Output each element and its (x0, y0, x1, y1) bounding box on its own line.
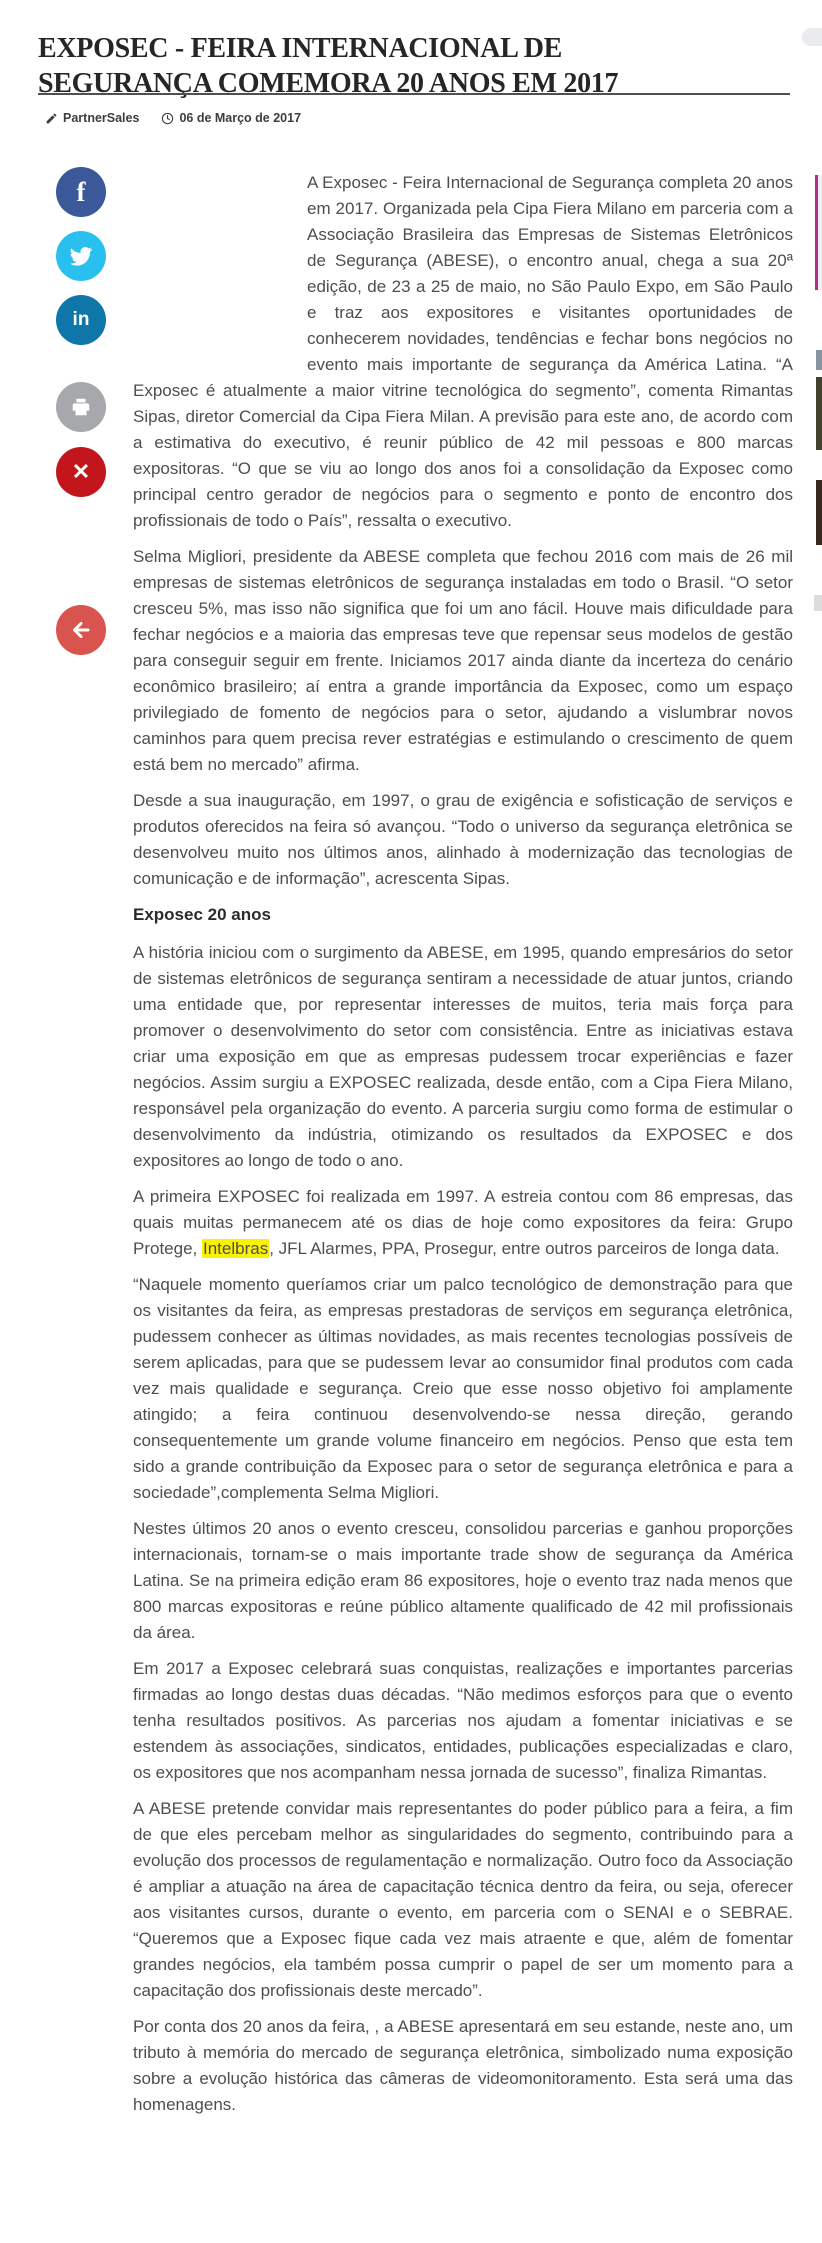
article-paragraph-1: A Exposec - Feira Internacional de Segurança completa 20 anos em 2017. Organizada pela Cipa Fiera Milano em parceria com a Associação Brasileira das Empresas de Sistemas Eletrônicos de Segurança (ABESE), o encontro anual, chega a sua 20ª edição, de 23 a 25 de maio, no São Paulo Expo, em São Paulo e traz aos expositores e visitantes oportunidades de conhecerem novidades, tendências e fechar bons negócios no evento mais importante de segurança da América Latina. “A Exposec é atualmente a maior vitrine tecnológica do segmento”, comenta Rimantas Sipas, diretor Comercial da Cipa Fiera Milan. A previsão para este ano, de acordo com a estimativa do executivo, é reunir público de 42 mil pessoas e 800 marcas expositoras. “O que se viu ao longo dos anos foi a consolidação da Exposec como principal centro gerador de negócios para o segmento e ponto de encontro dos profissionais de todo o País”, ressalta o executivo. (133, 170, 793, 534)
article-paragraph-2: Selma Migliori, presidente da ABESE completa que fechou 2016 com mais de 26 mil empresas de sistemas eletrônicos de segurança instaladas em todo o Brasil. “O setor cresceu 5%, mas isso não significa que foi um ano fácil. Houve mais dificuldade para fechar negócios e a maioria das empresas teve que repensar seus modelos de gestão para conseguir seguir em frente. Iniciamos 2017 ainda diante da incerteza do cenário econômico brasileiro; aí entra a grande importância da Exposec, como um espaço privilegiado de fomento de negócios para o setor, ajudando a vislumbrar novos caminhos para quem precisa rever estratégias e estimulando o crescimento de quem está bem no mercado” afirma. (133, 547, 793, 774)
page-title (38, 31, 783, 101)
pencil-icon (45, 112, 58, 125)
sidebar-image-fragment (816, 377, 822, 450)
article-paragraph-9: A ABESE pretende convidar mais representantes do poder público para a feira, a fim de que eles percebam melhor as singularidades do segmento, contribuindo para a evolução dos processos de regulamentação e normalização. Outro foco da Associação é ampliar a atuação na área de capacitação técnica dentro da feira, ou seja, oferecer aos visitantes cursos, durante o evento, em parceria com o SENAI e o SEBRAE. “Queremos que a Exposec fique cada vez mais atraente e que, além de fomentar grandes negócios, ela também possa cumprir o papel de ser um momento para a capacitação dos profissionais deste mercado”. (133, 1799, 793, 2000)
linkedin-icon: in (72, 309, 90, 330)
back-arrow-icon (69, 618, 93, 642)
article-paragraph-7: Nestes últimos 20 anos o evento cresceu, consolidou parcerias e ganhou proporções internacionais, tornam-se o mais importante trade show de segurança da América Latina. Se na primeira edição eram 86 expositores, hoje o evento traz nada menos que 800 marcas expositoras e reúne público altamente qualificado de 42 mil profissionais da área. (133, 1519, 793, 1642)
title-divider (38, 93, 790, 95)
print-button[interactable] (56, 382, 106, 432)
facebook-icon: f (76, 176, 86, 207)
twitter-icon (69, 244, 93, 268)
page-title-line-2: SEGURANÇA COMEMORA 20 ANOS EM 2017 (38, 67, 619, 99)
back-button[interactable] (56, 605, 106, 655)
highlight-mark: Intelbras (203, 1239, 269, 1258)
cutoff-widget-fragment (802, 28, 822, 46)
article-body (133, 170, 793, 2128)
article-paragraph-8: Em 2017 a Exposec celebrará suas conquistas, realizações e importantes parcerias firmadas ao longo destas duas décadas. “Não medimos esforços para que o evento tenha resultados positivos. As parcerias nos ajudam a fomentar iniciativas e se estendem às associações, sindicatos, entidades, publicações especializadas e claro, os expositores que nos acompanham nessa jornada de sucesso”, finaliza Rimantas. (133, 1659, 793, 1782)
close-button[interactable] (56, 447, 106, 497)
author-name: PartnerSales (63, 111, 140, 125)
linkedin-share-button[interactable] (56, 295, 106, 345)
missing-image-placeholder (133, 170, 307, 378)
byline (45, 111, 301, 125)
section-heading: Exposec 20 anos (133, 905, 271, 924)
sidebar-image-fragment (814, 595, 822, 611)
page-title-line-1: EXPOSEC - FEIRA INTERNACIONAL DE (38, 32, 563, 64)
article-paragraph-4: A história iniciou com o surgimento da ABESE, em 1995, quando empresários do setor de sistemas eletrônicos de segurança sentiram a necessidade de atuar juntos, criando uma entidade que, por representar interesses de muitos, teria mais força para promover o desenvolvimento do setor com consistência. Entre as iniciativas estava criar uma exposição em que as empresas pudessem trocar experiências e fazer negócios. Assim surgiu a EXPOSEC realizada, desde então, com a Cipa Fiera Milano, responsável pela organização do evento. A parceria surgiu como forma de estimular o desenvolvimento da indústria, otimizando os resultados da EXPOSEC e dos expositores ao longo de todo o ano. (133, 943, 793, 1170)
close-icon: ✕ (71, 459, 91, 484)
facebook-share-button[interactable] (56, 167, 106, 217)
twitter-share-button[interactable] (56, 231, 106, 281)
clock-icon (161, 112, 174, 125)
publish-date: 06 de Março de 2017 (179, 111, 302, 125)
sidebar-image-fragment (816, 480, 822, 545)
article-paragraph-3: Desde a sua inauguração, em 1997, o grau de exigência e sofisticação de serviços e produtos oferecidos na feira só avançou. “Todo o universo da segurança eletrônica se desenvolveu muito nos últimos anos, alinhado à modernização das tecnologias de comunicação e de informação”, acrescenta Sipas. (133, 791, 793, 888)
sidebar-image-fragment (816, 350, 822, 370)
article-paragraph-6: “Naquele momento queríamos criar um palco tecnológico de demonstração para que os visitantes da feira, as empresas prestadoras de serviços em segurança eletrônica, pudessem conhecer as últimas novidades, as mais recentes tecnologias possíveis de serem aplicadas, para que se pudessem levar ao consumidor final produtos com cada vez mais qualidade e segurança. Creio que esse nosso objetivo foi amplamente atingido; a feira continuou desenvolvendo-se nessa direção, gerando consequentemente um grande volume financeiro em negócios. Penso que esta tem sido a grande contribuição da Exposec para o setor de segurança eletrônica e para a sociedade”,complementa Selma Migliori. (133, 1275, 793, 1502)
printer-icon (70, 396, 92, 418)
sidebar-image-fragment (815, 175, 822, 290)
article-paragraph-10: Por conta dos 20 anos da feira, , a ABESE apresentará em seu estande, neste ano, um tributo à memória do mercado de segurança eletrônica, simbolizado numa exposição sobre a evolução histórica das câmeras de videomonitoramento. Esta será uma das homenagens. (133, 2017, 793, 2114)
article-paragraph-5: A primeira EXPOSEC foi realizada em 1997. A estreia contou com 86 empresas, das quais muitas permanecem até os dias de hoje como expositores da feira: Grupo Protege, Intelbras, JFL Alarmes, PPA, Prosegur, entre outros parceiros de longa data. (133, 1187, 793, 1258)
